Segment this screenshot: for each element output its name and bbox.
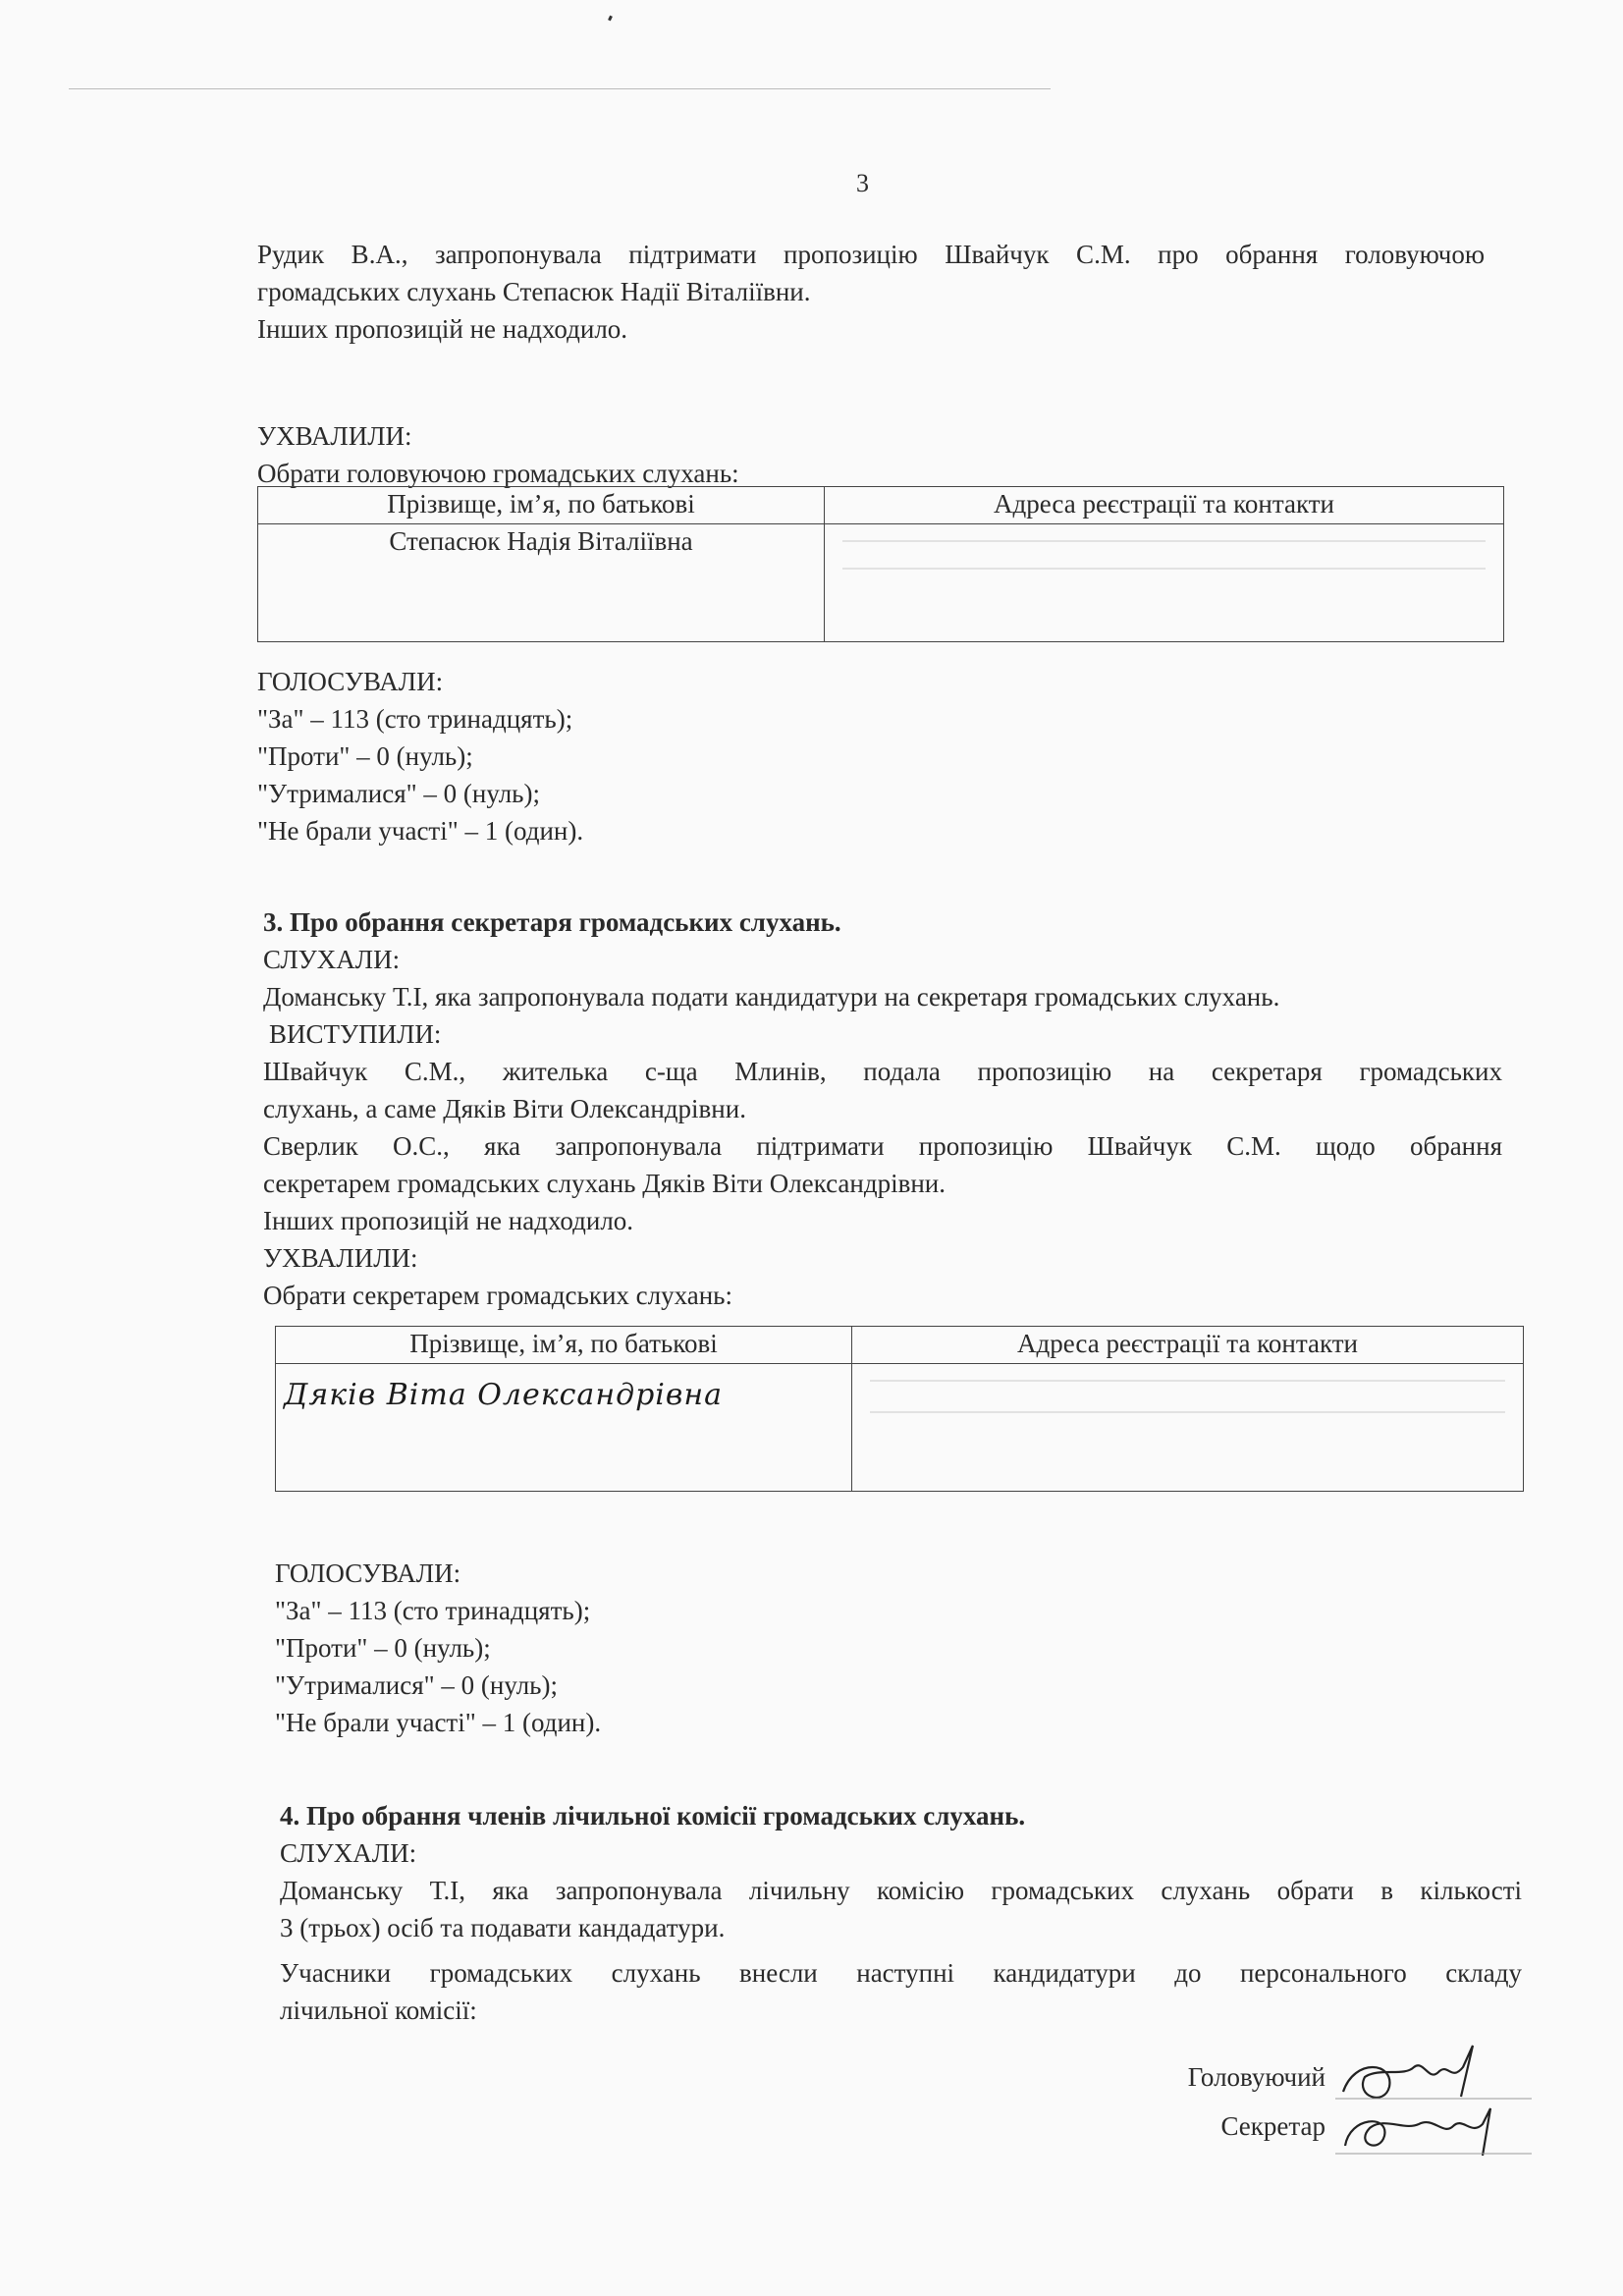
spoke-line-5: Інших пропозицій не надходило. [263, 1206, 634, 1235]
intro-paragraph [257, 236, 1485, 348]
spoke-label: ВИСТУПИЛИ: [269, 1019, 442, 1049]
handwritten-name: Дяків Віта Олександрівна [284, 1378, 724, 1412]
spoke-line-1: Швайчук С.М., жителька с-ща Млинів, подала пропозицію на секретаря громадських [263, 1057, 1502, 1086]
spoke-line-4: секретарем громадських слухань Дяків Віти Олександрівни. [263, 1169, 946, 1198]
section3-heading: 3. Про обрання секретаря громадських слухань. [263, 907, 841, 937]
section4 [280, 1797, 1522, 2029]
vote-abstain: "Утрималися" – 0 (нуль); [257, 779, 540, 808]
section2-resolved [257, 417, 1485, 492]
page-number: 3 [856, 169, 869, 197]
secretary-table [275, 1326, 1524, 1492]
resolved-text: Обрати головуючою громадських слухань: [257, 459, 739, 488]
chair-label: Головуючий [1187, 2062, 1325, 2092]
handwritten-signatures [1335, 2038, 1532, 2165]
section2-votes [257, 663, 1485, 849]
intro-line-3: Інших пропозицій не надходило. [257, 314, 628, 344]
spoke-line-3: Сверлик О.С., яка запропонувала підтримати пропозицію Швайчук С.М. щодо обрання [263, 1131, 1502, 1161]
table-header-name: Прізвище, ім’я, по батькові [258, 487, 825, 524]
vote-against: "Проти" – 0 (нуль); [275, 1633, 491, 1663]
table-cell-address-redacted [852, 1364, 1524, 1492]
section3-votes [275, 1555, 1502, 1741]
redaction-mark [842, 568, 1486, 570]
redaction-mark [870, 1411, 1505, 1413]
table-header-address: Адреса реєстрації та контакти [852, 1327, 1524, 1364]
heard-line-1: Доманську Т.І, яка запропонувала лічильну комісію громадських слухань обрати в кількості [280, 1876, 1522, 1905]
spoke-line-2: слухань, а саме Дяків Віти Олександрівни. [263, 1094, 746, 1123]
participants-line-1: Учасники громадських слухань внесли наступні кандидатури до персонального складу [280, 1958, 1522, 1988]
secretary-label: Секретар [1220, 2111, 1325, 2141]
voted-label: ГОЛОСУВАЛИ: [257, 667, 444, 696]
section4-heading: 4. Про обрання членів лічильної комісії громадських слухань. [280, 1801, 1026, 1831]
resolved-text: Обрати секретарем громадських слухань: [263, 1281, 732, 1310]
voted-label: ГОЛОСУВАЛИ: [275, 1558, 461, 1588]
resolved-label: УХВАЛИЛИ: [263, 1243, 418, 1273]
heard-label: СЛУХАЛИ: [263, 945, 401, 974]
intro-line-1: Рудик В.А., запропонувала підтримати пропозицію Швайчук С.М. про обрання головуючою [257, 240, 1485, 269]
heard-text: Доманську Т.І, яка запропонувала подати кандидатури на секретаря громадських слухань. [263, 982, 1280, 1011]
section3 [263, 903, 1502, 1314]
table-header-name: Прізвище, ім’я, по батькові [276, 1327, 852, 1364]
redaction-mark [842, 540, 1486, 542]
signature-block [1149, 2052, 1325, 2151]
intro-line-2: громадських слухань Степасюк Надії Віталіївни. [257, 277, 811, 306]
heard-line-2: 3 (трьох) осіб та подавати кандадатури. [280, 1913, 726, 1942]
table-cell-name-handwritten [276, 1364, 852, 1492]
scan-edge-line [69, 88, 1051, 89]
chair-table [257, 486, 1504, 642]
vote-abstain: "Утрималися" – 0 (нуль); [275, 1670, 558, 1700]
vote-not-participated: "Не брали участі" – 1 (один). [257, 816, 584, 846]
vote-for: "За" – 113 (сто тринадцять); [257, 704, 573, 734]
vote-for: "За" – 113 (сто тринадцять); [275, 1596, 591, 1625]
resolved-label: УХВАЛИЛИ: [257, 421, 412, 451]
vote-not-participated: "Не брали участі" – 1 (один). [275, 1708, 602, 1737]
vote-against: "Проти" – 0 (нуль); [257, 741, 473, 771]
participants-line-2: лічильної комісії: [280, 1995, 477, 2025]
scan-speck [608, 16, 613, 22]
table-cell-name: Степасюк Надія Віталіївна [258, 524, 825, 642]
table-header-address: Адреса реєстрації та контакти [825, 487, 1504, 524]
table-cell-address-redacted [825, 524, 1504, 642]
redaction-mark [870, 1380, 1505, 1382]
heard-label: СЛУХАЛИ: [280, 1838, 417, 1868]
